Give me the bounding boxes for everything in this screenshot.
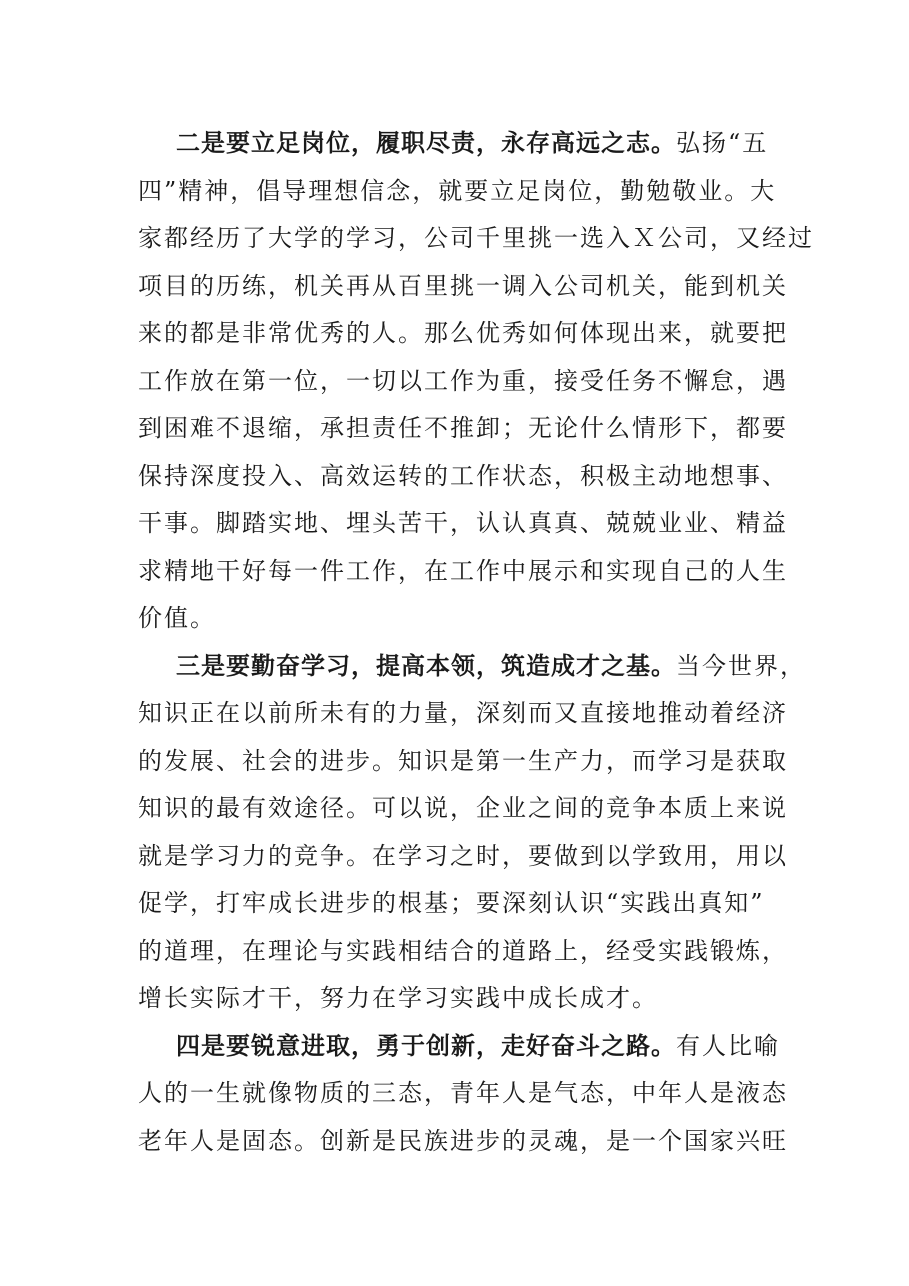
paragraph-line: 保持深度投入、高效运转的工作状态，积极主动地想事、	[138, 461, 788, 490]
paragraph-line: 知识的最有效途径。可以说，企业之间的竞争本质上来说	[138, 794, 788, 822]
paragraph-line: 家都经历了大学的学习，公司千里挑一选入Ｘ公司，又经过	[138, 224, 814, 252]
paragraph-first-line	[138, 120, 778, 168]
paragraph-line: 来的都是非常优秀的人。那么优秀如何体现出来，就要把	[138, 319, 788, 347]
paragraph-first-line	[138, 643, 806, 691]
paragraph-line: 老年人是固态。创新是民族进步的灵魂，是一个国家兴旺	[138, 1126, 788, 1155]
paragraph-line: 增长实际才干，努力在学习实践中成长成才。	[138, 984, 658, 1012]
paragraph-line: 的道理，在理论与实践相结合的道路上，经受实践锻炼，	[138, 936, 788, 965]
paragraph-line: 工作放在第一位，一切以工作为重，接受任务不懈怠，遇	[138, 366, 788, 395]
paragraph-first-line	[138, 1023, 778, 1071]
paragraph-text: 有人比喻	[676, 1031, 780, 1060]
paragraph-lead: 三是要勤奋学习，提高本领，筑造成才之基。	[176, 651, 676, 680]
paragraph-lead: 二是要立足岗位，履职尽责，永存高远之志。	[176, 129, 676, 157]
paragraph-line: 四”精神，倡导理想信念，就要立足岗位，勤勉敬业。大	[138, 176, 777, 205]
paragraph-line: 促学，打牢成长进步的根基；要深刻认识“实践出真知”	[138, 889, 765, 917]
paragraph-line: 干事。脚踏实地、埋头苦干，认认真真、兢兢业业、精益	[138, 509, 788, 537]
paragraph-line: 知识正在以前所未有的力量，深刻而又直接地推动着经济	[138, 699, 788, 727]
paragraph-line: 人的一生就像物质的三态，青年人是气态，中年人是液态	[138, 1079, 788, 1107]
paragraph-lead: 四是要锐意进取，勇于创新，走好奋斗之路。	[176, 1031, 676, 1060]
paragraph-line: 价值。	[138, 604, 216, 632]
document-body	[138, 120, 814, 1165]
paragraph-text: 当今世界，	[676, 651, 806, 680]
paragraph-line: 求精地干好每一件工作，在工作中展示和实现自己的人生	[138, 556, 788, 585]
paragraph-4	[138, 1023, 788, 1166]
paragraph-line: 就是学习力的竞争。在学习之时，要做到以学致用，用以	[138, 841, 788, 870]
paragraph-2	[138, 120, 814, 643]
paragraph-line: 到困难不退缩，承担责任不推卸；无论什么情形下，都要	[138, 414, 788, 442]
paragraph-3	[138, 643, 806, 1023]
paragraph-line: 的发展、社会的进步。知识是第一生产力，而学习是获取	[138, 746, 788, 775]
paragraph-text: 弘扬“五	[676, 129, 769, 157]
paragraph-line: 项目的历练，机关再从百里挑一调入公司机关，能到机关	[138, 271, 788, 300]
